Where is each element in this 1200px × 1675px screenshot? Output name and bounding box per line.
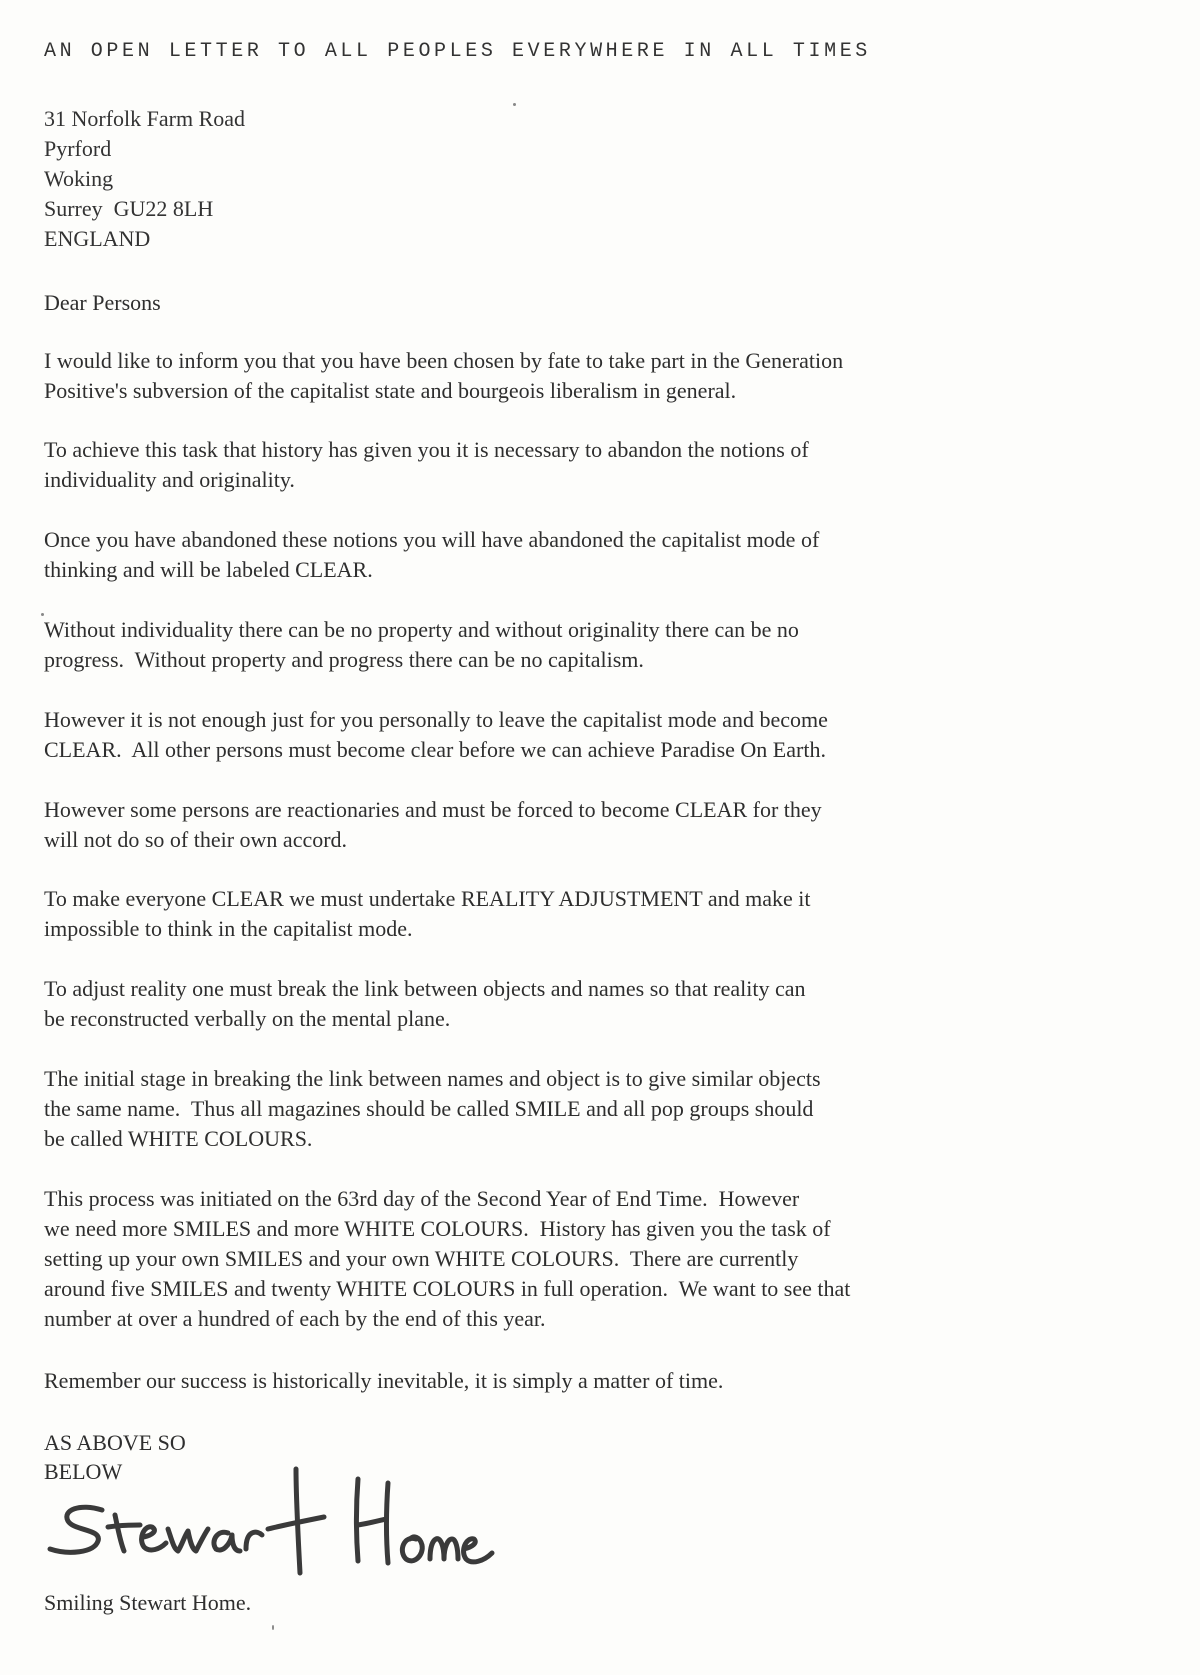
paragraph-line: To adjust reality one must break the link between objects and names so that reality can bbox=[44, 976, 806, 1001]
paper-speck bbox=[272, 1625, 274, 1630]
body-paragraph bbox=[44, 615, 1144, 675]
paragraph-line: progress. Without property and progress there can be no capitalism. bbox=[44, 647, 644, 672]
paragraph-line: To achieve this task that history has given you it is necessary to abandon the notions of bbox=[44, 437, 809, 462]
body-paragraph bbox=[44, 795, 1144, 855]
body-paragraph bbox=[44, 346, 1144, 406]
address-line: Pyrford bbox=[44, 136, 112, 161]
paper-speck bbox=[41, 613, 44, 616]
body-paragraph bbox=[44, 435, 1144, 495]
body-paragraph bbox=[44, 525, 1144, 585]
paragraph-line: be reconstructed verbally on the mental plane. bbox=[44, 1006, 451, 1031]
address-line: ENGLAND bbox=[44, 226, 151, 251]
paragraph-line: will not do so of their own accord. bbox=[44, 827, 348, 852]
paragraph-line: Remember our success is historically inevitable, it is simply a matter of time. bbox=[44, 1368, 724, 1393]
body-paragraph bbox=[44, 884, 1144, 944]
letter-heading: AN OPEN LETTER TO ALL PEOPLES EVERYWHERE IN ALL TIMES bbox=[44, 40, 871, 63]
address-line: 31 Norfolk Farm Road bbox=[44, 106, 246, 131]
paragraph-line: individuality and originality. bbox=[44, 467, 295, 492]
closing-line: BELOW bbox=[44, 1459, 123, 1484]
paragraph-line: around five SMILES and twenty WHITE COLOURS in full operation. We want to see that bbox=[44, 1276, 851, 1301]
body-paragraph bbox=[44, 1184, 1144, 1334]
handwritten-signature bbox=[40, 1455, 510, 1580]
paragraph-line: we need more SMILES and more WHITE COLOURS. History has given you the task of bbox=[44, 1216, 831, 1241]
paragraph-line: setting up your own SMILES and your own WHITE COLOURS. There are currently bbox=[44, 1246, 799, 1271]
address-line: Woking bbox=[44, 166, 114, 191]
paragraph-line: CLEAR. All other persons must become clear before we can achieve Paradise On Earth. bbox=[44, 737, 826, 762]
paragraph-line: thinking and will be labeled CLEAR. bbox=[44, 557, 373, 582]
paragraph-line: However it is not enough just for you personally to leave the capitalist mode and become bbox=[44, 707, 828, 732]
salutation: Dear Persons bbox=[44, 290, 161, 315]
paragraph-line: the same name. Thus all magazines should be called SMILE and all pop groups should bbox=[44, 1096, 814, 1121]
address-line: Surrey GU22 8LH bbox=[44, 196, 214, 221]
paragraph-line: number at over a hundred of each by the end of this year. bbox=[44, 1306, 546, 1331]
paragraph-line: Without individuality there can be no property and without originality there can be no bbox=[44, 617, 799, 642]
body-paragraph bbox=[44, 705, 1144, 765]
closing-line: AS ABOVE SO bbox=[44, 1430, 186, 1455]
paragraph-line: The initial stage in breaking the link between names and object is to give similar objects bbox=[44, 1066, 821, 1091]
paragraph-line: Positive's subversion of the capitalist state and bourgeois liberalism in general. bbox=[44, 378, 737, 403]
paragraph-line: be called WHITE COLOURS. bbox=[44, 1126, 313, 1151]
body-paragraph bbox=[44, 1366, 1144, 1396]
body-paragraph bbox=[44, 1064, 1144, 1154]
paragraph-line: impossible to think in the capitalist mode. bbox=[44, 916, 413, 941]
paper-speck bbox=[513, 103, 516, 106]
paragraph-line: This process was initiated on the 63rd day of the Second Year of End Time. However bbox=[44, 1186, 800, 1211]
paragraph-line: To make everyone CLEAR we must undertake REALITY ADJUSTMENT and make it bbox=[44, 886, 811, 911]
paragraph-line: Once you have abandoned these notions you will have abandoned the capitalist mode of bbox=[44, 527, 820, 552]
paragraph-line: However some persons are reactionaries and must be forced to become CLEAR for they bbox=[44, 797, 822, 822]
body-paragraph bbox=[44, 974, 1144, 1034]
paragraph-line: I would like to inform you that you have been chosen by fate to take part in the Generation bbox=[44, 348, 844, 373]
sender-address bbox=[44, 104, 245, 254]
signed-name: Smiling Stewart Home. bbox=[44, 1590, 252, 1615]
